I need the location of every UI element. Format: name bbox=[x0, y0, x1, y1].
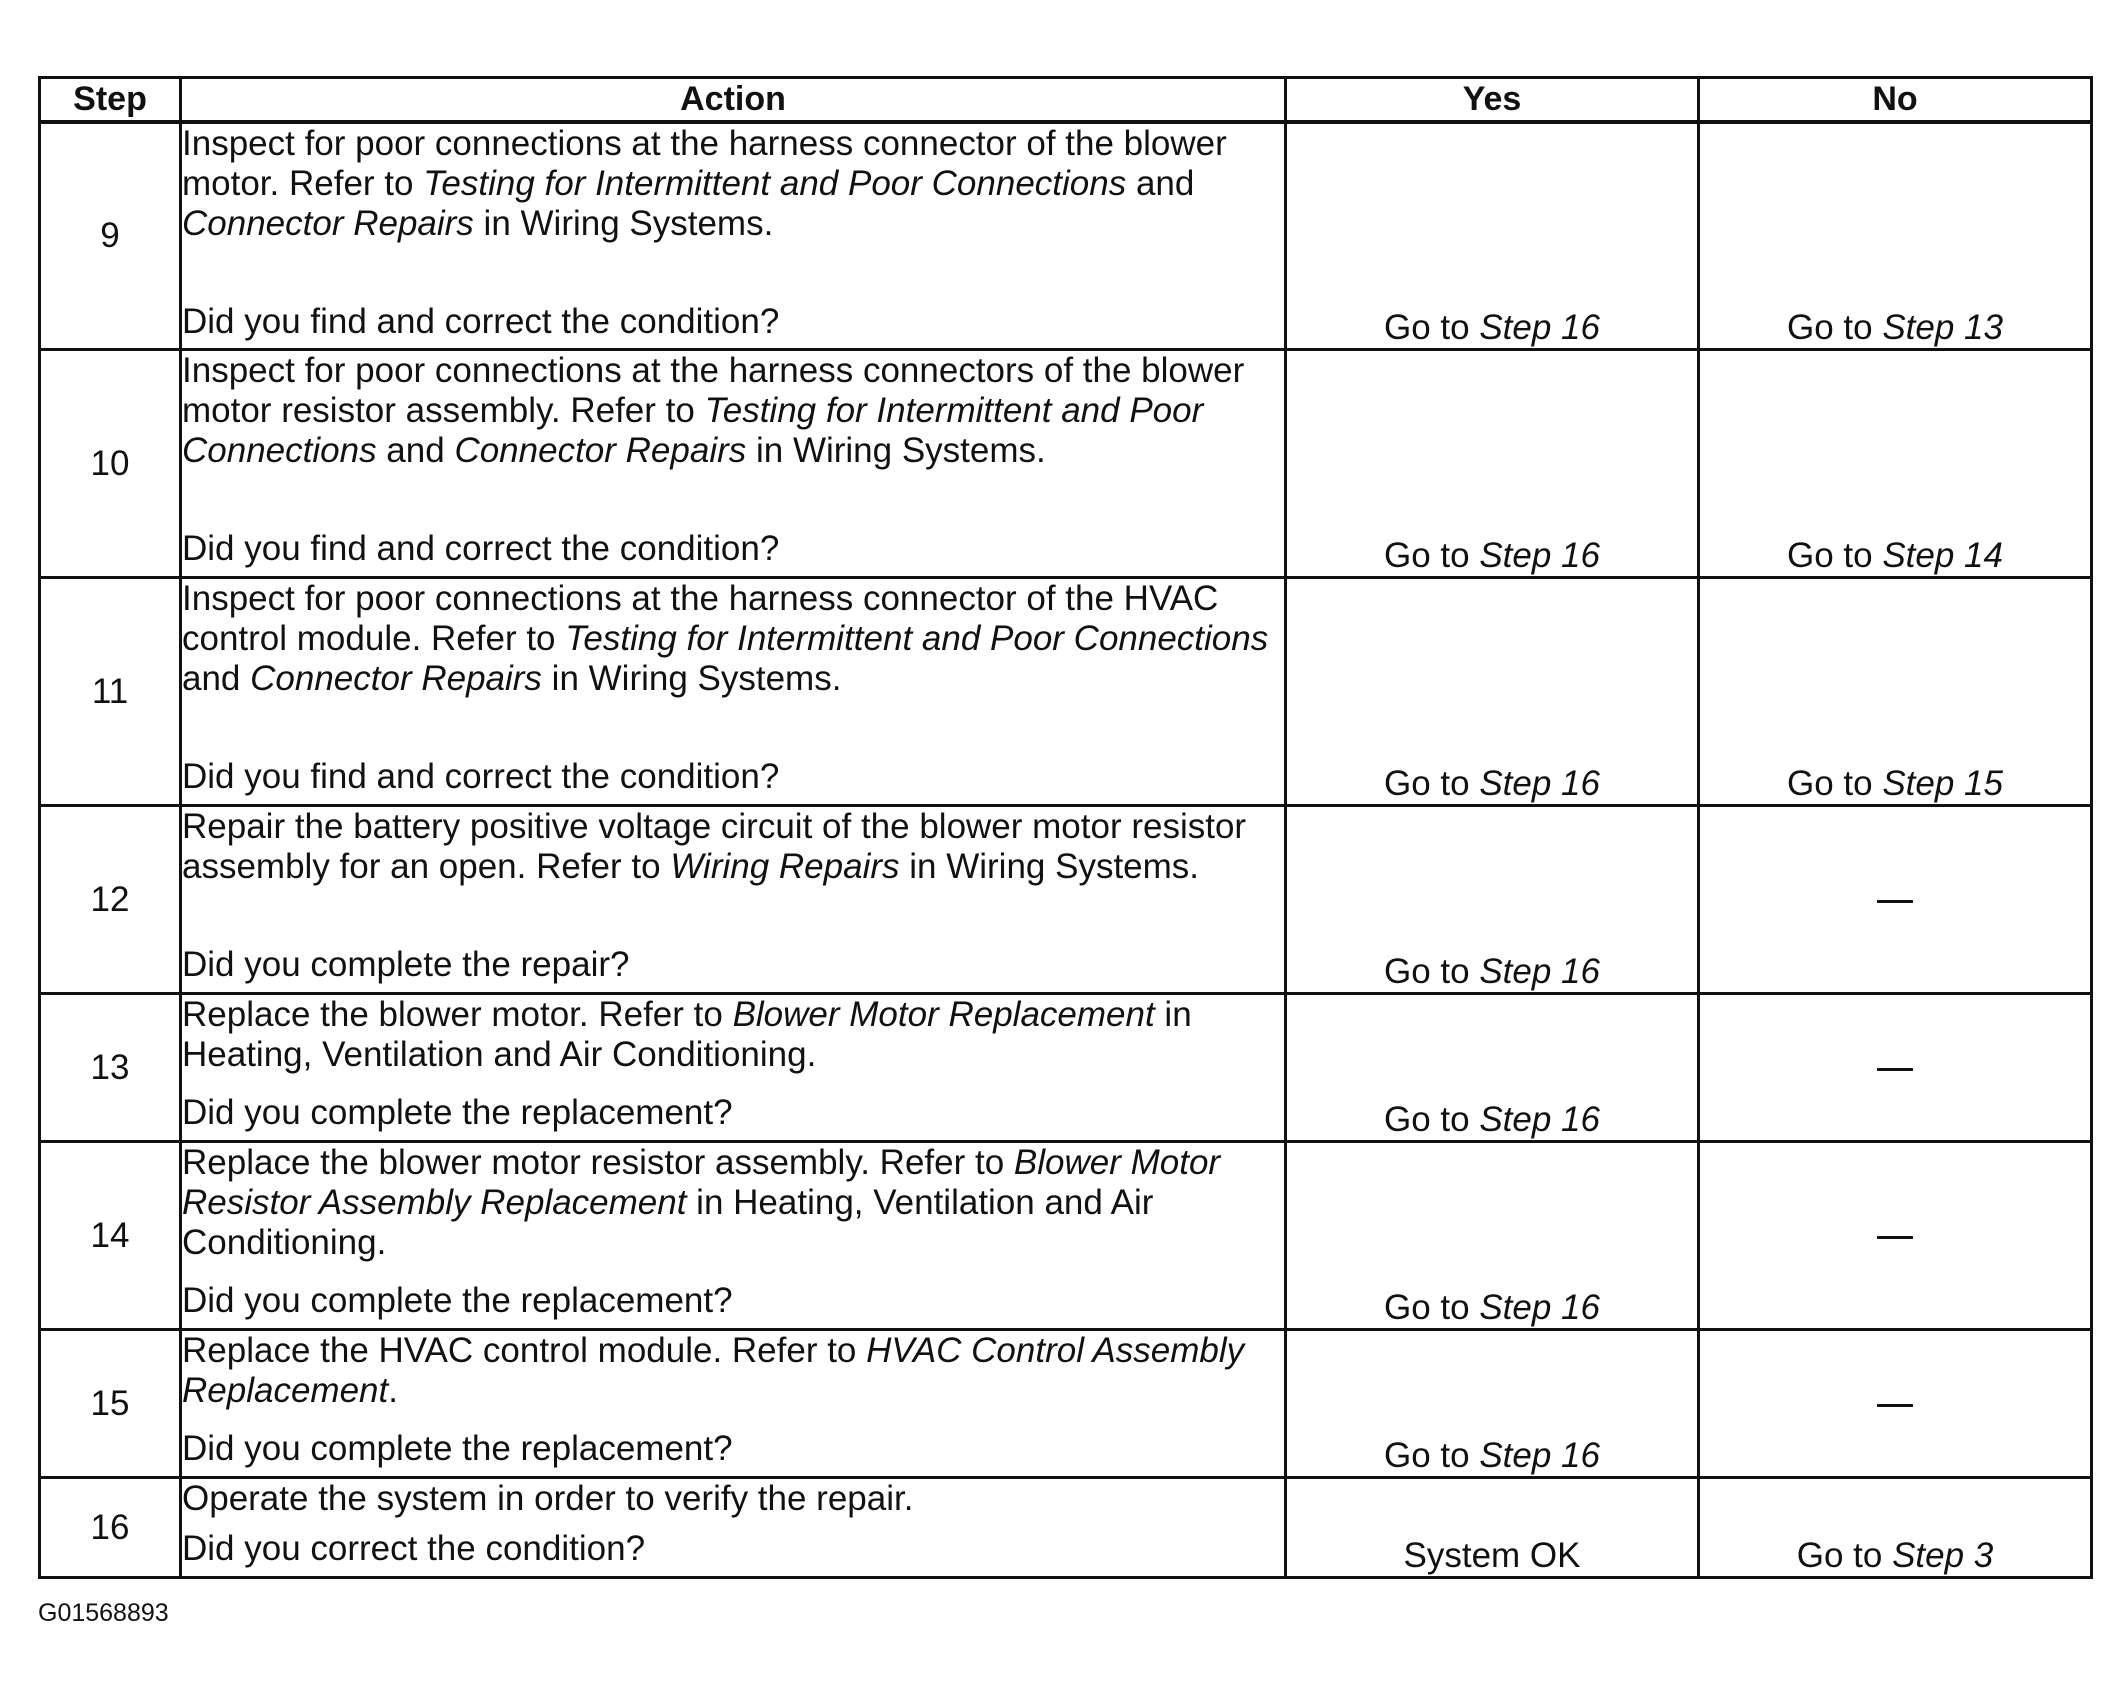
yes-result-text: System OK bbox=[1403, 1536, 1581, 1575]
figure-id: G01568893 bbox=[38, 1599, 169, 1627]
action-instruction bbox=[182, 1331, 1284, 1411]
table-row bbox=[40, 994, 2092, 1142]
instruction-text: Operate the system in order to verify the repair. bbox=[182, 1479, 914, 1518]
reference-title: Testing for Intermittent and Poor Connections bbox=[423, 163, 1127, 203]
not-applicable-dash bbox=[1877, 1404, 1913, 1407]
table-body bbox=[40, 122, 2092, 1578]
yes-goto-prefix: Go to bbox=[1384, 1288, 1480, 1327]
table-row bbox=[40, 578, 2092, 806]
no-cell bbox=[1699, 1142, 2092, 1330]
step-number: 13 bbox=[40, 994, 181, 1142]
instruction-text: . bbox=[388, 1371, 398, 1410]
yes-goto-prefix: Go to bbox=[1384, 764, 1480, 803]
action-cell bbox=[181, 350, 1286, 578]
yes-cell bbox=[1286, 1330, 1699, 1478]
reference-title: Testing for Intermittent and Poor Connections bbox=[565, 619, 1269, 658]
instruction-text: in Wiring Systems. bbox=[541, 659, 842, 698]
yes-step-link: Step 16 bbox=[1479, 1288, 1600, 1327]
instruction-text: and bbox=[182, 659, 251, 698]
step-number: 11 bbox=[40, 578, 181, 806]
instruction-text: and bbox=[1126, 163, 1195, 203]
instruction-text: Replace the blower motor resistor assembly. Refer to bbox=[182, 1143, 1014, 1182]
action-question: Did you complete the replacement? bbox=[182, 1429, 733, 1468]
no-cell bbox=[1699, 122, 2092, 350]
table-row bbox=[40, 1478, 2092, 1578]
yes-step-link: Step 16 bbox=[1479, 536, 1600, 575]
no-cell bbox=[1699, 578, 2092, 806]
no-goto-prefix: Go to bbox=[1796, 1536, 1893, 1575]
step-number: 12 bbox=[40, 806, 181, 994]
no-step-link: Step 14 bbox=[1882, 536, 2003, 575]
table-row bbox=[40, 350, 2092, 578]
step-number: 9 bbox=[40, 122, 181, 350]
yes-goto-prefix: Go to bbox=[1384, 952, 1480, 991]
no-goto-prefix: Go to bbox=[1787, 764, 1883, 803]
no-step-link: Step 13 bbox=[1882, 308, 2003, 347]
reference-title: HVAC Control Assembly Replacement bbox=[182, 1331, 1245, 1410]
header-action: Action bbox=[181, 78, 1286, 122]
no-cell bbox=[1699, 994, 2092, 1142]
action-instruction bbox=[182, 995, 1284, 1075]
yes-cell bbox=[1286, 1478, 1699, 1578]
step-number: 15 bbox=[40, 1330, 181, 1478]
action-cell bbox=[181, 994, 1286, 1142]
table-row bbox=[40, 122, 2092, 350]
yes-step-link: Step 16 bbox=[1479, 1436, 1600, 1475]
reference-title: Blower Motor Resistor Assembly Replacement bbox=[182, 1143, 1221, 1222]
step-number: 16 bbox=[40, 1478, 181, 1578]
no-goto-prefix: Go to bbox=[1787, 308, 1883, 347]
action-cell bbox=[181, 1478, 1286, 1578]
action-cell bbox=[181, 578, 1286, 806]
instruction-text: in Wiring Systems. bbox=[746, 431, 1046, 470]
action-instruction bbox=[182, 124, 1284, 244]
not-applicable-dash bbox=[1877, 900, 1913, 903]
yes-cell bbox=[1286, 994, 1699, 1142]
reference-title: Blower Motor Replacement bbox=[732, 995, 1155, 1034]
instruction-text: and bbox=[376, 431, 455, 470]
action-question: Did you find and correct the condition? bbox=[182, 757, 780, 796]
action-question: Did you find and correct the condition? bbox=[182, 301, 780, 341]
instruction-text: Replace the HVAC control module. Refer to bbox=[182, 1331, 867, 1370]
no-cell bbox=[1699, 1478, 2092, 1578]
instruction-text: in Heating, Ventilation and Air Conditioning. bbox=[182, 1183, 1154, 1262]
action-instruction bbox=[182, 579, 1284, 699]
reference-title: Wiring Repairs bbox=[670, 847, 900, 886]
instruction-text: Inspect for poor connections at the harness connector of the blower motor. Refer to bbox=[182, 123, 1227, 203]
action-cell bbox=[181, 806, 1286, 994]
header-row bbox=[40, 78, 2092, 122]
yes-cell bbox=[1286, 578, 1699, 806]
instruction-text: Inspect for poor connections at the harness connectors of the blower motor resistor assembly. Refer to bbox=[182, 351, 1245, 430]
action-instruction bbox=[182, 1479, 1284, 1519]
yes-step-link: Step 16 bbox=[1479, 952, 1600, 991]
yes-cell bbox=[1286, 122, 1699, 350]
action-instruction bbox=[182, 807, 1284, 887]
table-row bbox=[40, 806, 2092, 994]
reference-title: Testing for Intermittent and Poor Connections bbox=[182, 391, 1204, 470]
table-row bbox=[40, 1142, 2092, 1330]
yes-goto-prefix: Go to bbox=[1384, 536, 1480, 575]
yes-goto-prefix: Go to bbox=[1384, 1436, 1480, 1475]
action-question: Did you find and correct the condition? bbox=[182, 529, 780, 568]
yes-cell bbox=[1286, 806, 1699, 994]
reference-title: Connector Repairs bbox=[250, 659, 542, 698]
yes-cell bbox=[1286, 350, 1699, 578]
not-applicable-dash bbox=[1877, 1236, 1913, 1239]
step-number: 14 bbox=[40, 1142, 181, 1330]
action-cell bbox=[181, 1142, 1286, 1330]
instruction-text: in Heating, Ventilation and Air Conditioning. bbox=[182, 995, 1192, 1074]
action-question: Did you complete the repair? bbox=[182, 945, 630, 984]
action-question: Did you complete the replacement? bbox=[182, 1093, 733, 1132]
not-applicable-dash bbox=[1877, 1068, 1913, 1071]
step-number: 10 bbox=[40, 350, 181, 578]
yes-cell bbox=[1286, 1142, 1699, 1330]
yes-step-link: Step 16 bbox=[1479, 1100, 1600, 1139]
diagnostic-table bbox=[38, 76, 2093, 1579]
header-step: Step bbox=[40, 78, 181, 122]
instruction-text: in Wiring Systems. bbox=[473, 203, 774, 243]
action-question: Did you correct the condition? bbox=[182, 1529, 646, 1568]
action-cell bbox=[181, 122, 1286, 350]
yes-step-link: Step 16 bbox=[1479, 764, 1600, 803]
action-cell bbox=[181, 1330, 1286, 1478]
no-cell bbox=[1699, 806, 2092, 994]
instruction-text: in Wiring Systems. bbox=[899, 847, 1200, 886]
no-step-link: Step 3 bbox=[1892, 1536, 1994, 1575]
action-instruction bbox=[182, 351, 1284, 471]
instruction-text: Inspect for poor connections at the harness connector of the HVAC control module. Refer to bbox=[182, 579, 1219, 658]
yes-goto-prefix: Go to bbox=[1384, 1100, 1480, 1139]
no-step-link: Step 15 bbox=[1882, 764, 2003, 803]
yes-goto-prefix: Go to bbox=[1384, 308, 1480, 347]
header-yes: Yes bbox=[1286, 78, 1699, 122]
reference-title: Connector Repairs bbox=[182, 203, 474, 243]
no-goto-prefix: Go to bbox=[1787, 536, 1883, 575]
table-row bbox=[40, 1330, 2092, 1478]
instruction-text: Replace the blower motor. Refer to bbox=[182, 995, 733, 1034]
instruction-text: Repair the battery positive voltage circuit of the blower motor resistor assembly for an open. Refer to bbox=[182, 807, 1247, 886]
no-cell bbox=[1699, 350, 2092, 578]
action-instruction bbox=[182, 1143, 1284, 1263]
header-no: No bbox=[1699, 78, 2092, 122]
no-cell bbox=[1699, 1330, 2092, 1478]
reference-title: Connector Repairs bbox=[454, 431, 747, 470]
action-question: Did you complete the replacement? bbox=[182, 1281, 733, 1320]
yes-step-link: Step 16 bbox=[1479, 308, 1600, 347]
